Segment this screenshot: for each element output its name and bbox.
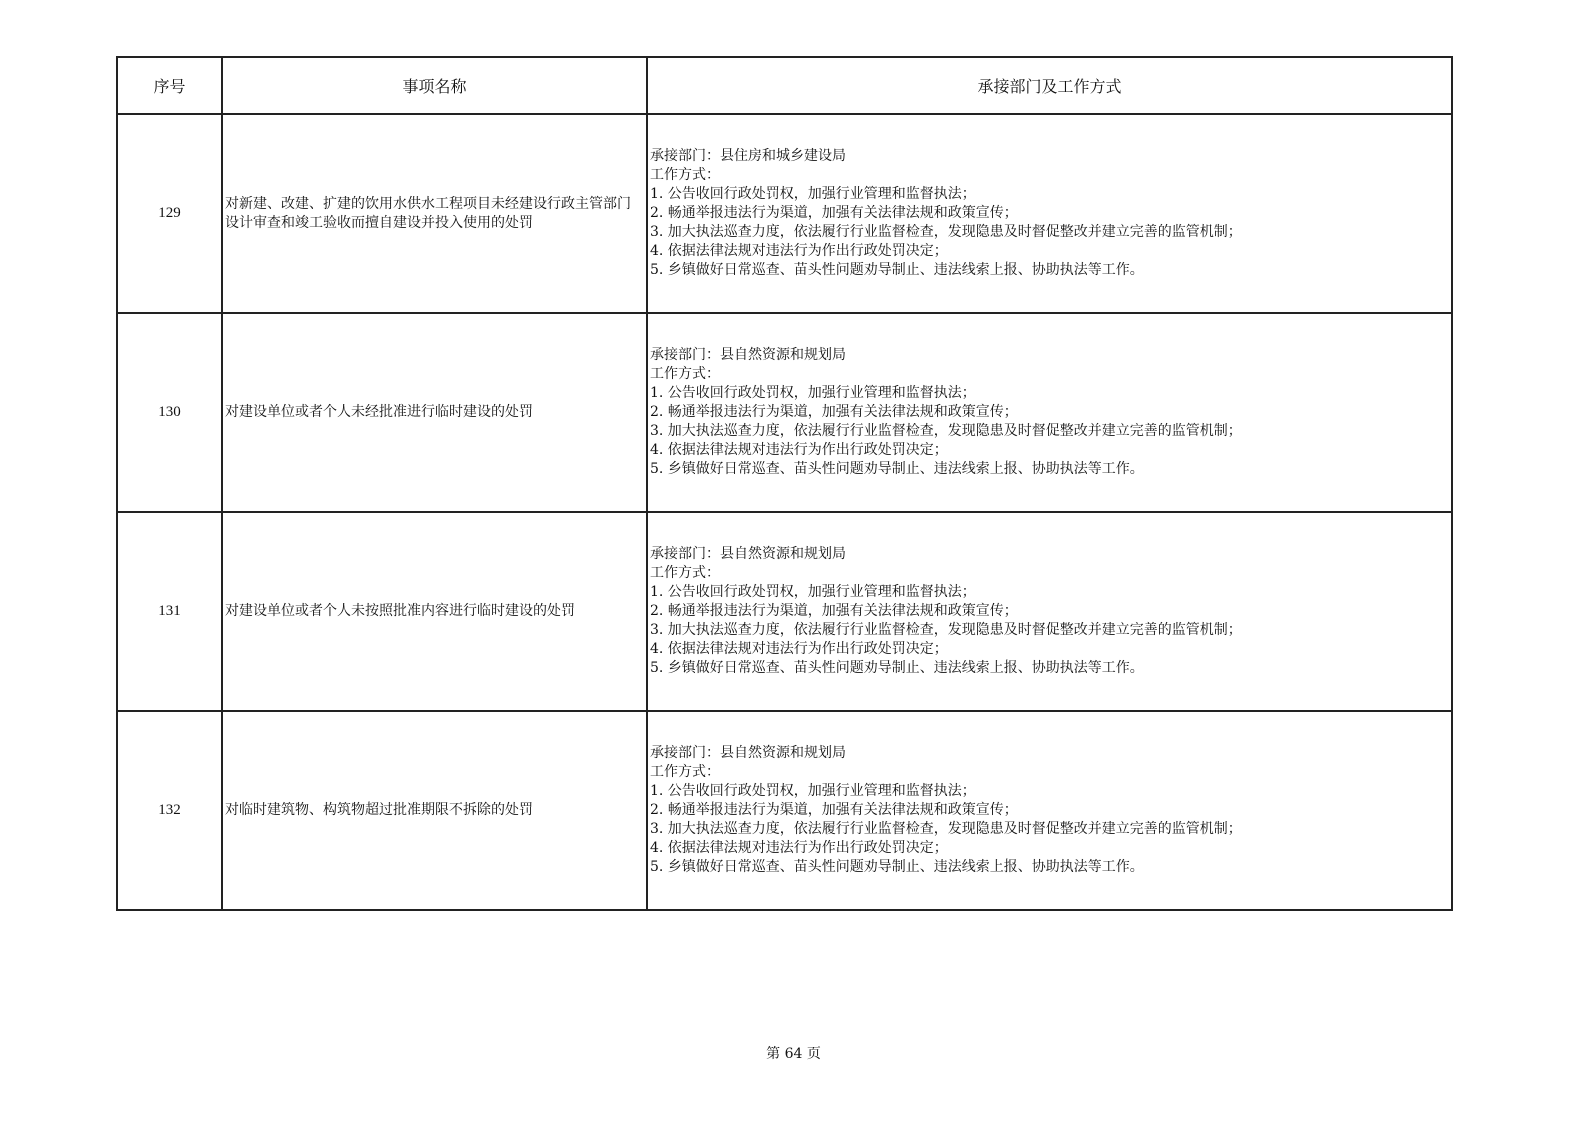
dept-line: 4. 依据法律法规对违法行为作出行政处罚决定； <box>650 243 948 259</box>
dept-line: 4. 依据法律法规对违法行为作出行政处罚决定； <box>650 641 948 657</box>
items-table <box>116 56 1453 911</box>
dept-line: 1. 公告收回行政处罚权，加强行业管理和监督执法； <box>650 783 976 799</box>
table-header-row <box>117 57 1452 114</box>
table-row <box>117 313 1452 512</box>
dept-cell <box>647 313 1452 512</box>
dept-line: 1. 公告收回行政处罚权，加强行业管理和监督执法； <box>650 584 976 600</box>
row-number: 131 <box>117 512 222 711</box>
dept-line: 3. 加大执法巡查力度，依法履行行业监督检查，发现隐患及时督促整改并建立完善的监管机制； <box>650 622 1242 638</box>
table-row <box>117 114 1452 313</box>
dept-line: 3. 加大执法巡查力度，依法履行行业监督检查，发现隐患及时督促整改并建立完善的监管机制； <box>650 423 1242 439</box>
row-number: 129 <box>117 114 222 313</box>
dept-line: 1. 公告收回行政处罚权，加强行业管理和监督执法； <box>650 186 976 202</box>
item-name: 对新建、改建、扩建的饮用水供水工程项目未经建设行政主管部门设计审查和竣工验收而擅自建设并投入使用的处罚 <box>222 114 647 313</box>
dept-line: 3. 加大执法巡查力度，依法履行行业监督检查，发现隐患及时督促整改并建立完善的监管机制； <box>650 821 1242 837</box>
dept-cell <box>647 512 1452 711</box>
dept-line: 3. 加大执法巡查力度，依法履行行业监督检查，发现隐患及时督促整改并建立完善的监管机制； <box>650 224 1242 240</box>
dept-line: 2. 畅通举报违法行为渠道，加强有关法律法规和政策宣传； <box>650 802 1018 818</box>
row-number: 130 <box>117 313 222 512</box>
dept-cell <box>647 114 1452 313</box>
dept-line: 5. 乡镇做好日常巡查、苗头性问题劝导制止、违法线索上报、协助执法等工作。 <box>650 660 1144 676</box>
dept-line: 4. 依据法律法规对违法行为作出行政处罚决定； <box>650 442 948 458</box>
dept-line: 5. 乡镇做好日常巡查、苗头性问题劝导制止、违法线索上报、协助执法等工作。 <box>650 461 1144 477</box>
table-row <box>117 711 1452 910</box>
dept-line: 1. 公告收回行政处罚权，加强行业管理和监督执法； <box>650 385 976 401</box>
dept-line: 工作方式： <box>650 366 720 382</box>
header-no: 序号 <box>117 57 222 114</box>
dept-line: 工作方式： <box>650 565 720 581</box>
item-name: 对临时建筑物、构筑物超过批准期限不拆除的处罚 <box>222 711 647 910</box>
dept-line: 2. 畅通举报违法行为渠道，加强有关法律法规和政策宣传； <box>650 603 1018 619</box>
dept-line: 承接部门：县住房和城乡建设局 <box>650 148 846 164</box>
row-number: 132 <box>117 711 222 910</box>
header-name: 事项名称 <box>222 57 647 114</box>
dept-line: 5. 乡镇做好日常巡查、苗头性问题劝导制止、违法线索上报、协助执法等工作。 <box>650 859 1144 875</box>
dept-line: 5. 乡镇做好日常巡查、苗头性问题劝导制止、违法线索上报、协助执法等工作。 <box>650 262 1144 278</box>
header-dept: 承接部门及工作方式 <box>647 57 1452 114</box>
dept-line: 2. 畅通举报违法行为渠道，加强有关法律法规和政策宣传； <box>650 404 1018 420</box>
dept-line: 承接部门：县自然资源和规划局 <box>650 745 846 761</box>
item-name: 对建设单位或者个人未按照批准内容进行临时建设的处罚 <box>222 512 647 711</box>
dept-line: 工作方式： <box>650 167 720 183</box>
dept-line: 工作方式： <box>650 764 720 780</box>
item-name: 对建设单位或者个人未经批准进行临时建设的处罚 <box>222 313 647 512</box>
dept-line: 承接部门：县自然资源和规划局 <box>650 546 846 562</box>
dept-cell <box>647 711 1452 910</box>
table-row <box>117 512 1452 711</box>
dept-line: 承接部门：县自然资源和规划局 <box>650 347 846 363</box>
dept-line: 4. 依据法律法规对违法行为作出行政处罚决定； <box>650 840 948 856</box>
dept-line: 2. 畅通举报违法行为渠道，加强有关法律法规和政策宣传； <box>650 205 1018 221</box>
page-number: 第 64 页 <box>766 1046 821 1062</box>
